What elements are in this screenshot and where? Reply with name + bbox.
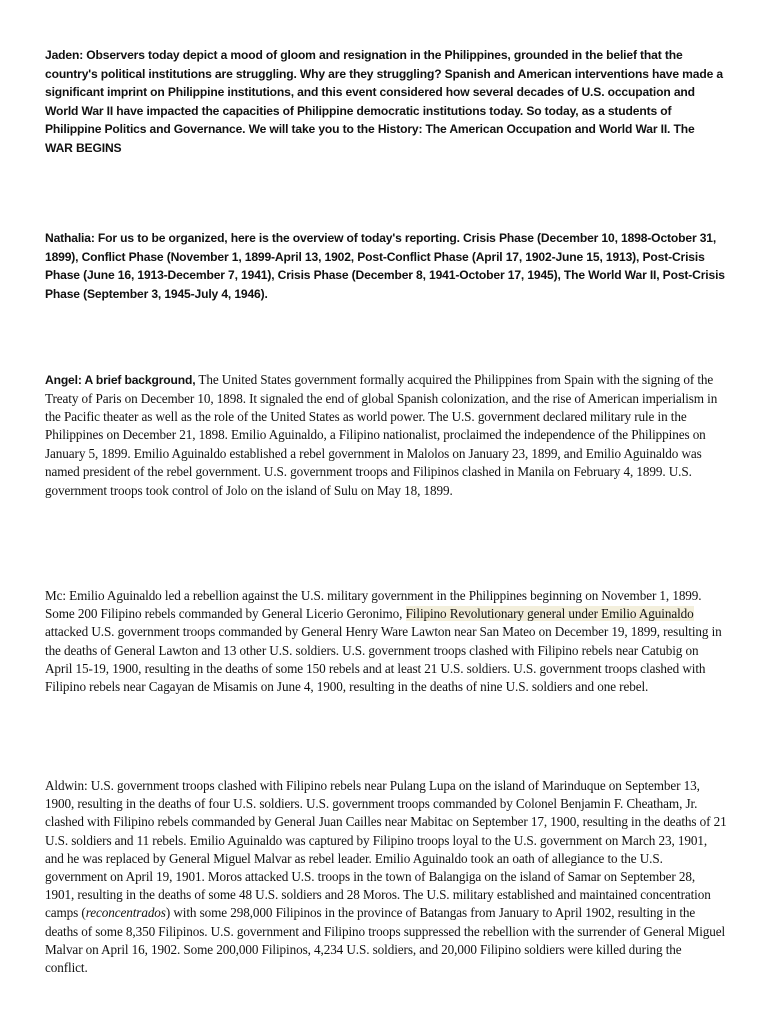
highlighted-text: Filipino Revolutionary general under Emilio Aguinaldo: [405, 606, 694, 622]
paragraph-angel: [45, 371, 725, 500]
italic-term: reconcentrados: [85, 905, 166, 921]
paragraph-angel-text: The United States government formally acquired the Philippines from Spain with the signing of the Treaty of Paris on December 10, 1898. It signaled the end of global Spanish colonization, and the rise of American imperialism in the Pacific theater as well as the role of the United States as world power. The U.S. government declared military rule in the Philippines on December 21, 1898. Emilio Aguinaldo, a Filipino nationalist, proclaimed the independence of the Philippines on January 5, 1899. Emilio Aguinaldo established a rebel government in Malolos on January 23, 1899, and Emilio Aguinaldo was named president of the rebel government. U.S. government troops and Filipinos clashed in Manila on February 4, 1899. U.S. government troops took control of Jolo on the island of Sulu on May 18, 1899.: [45, 372, 718, 498]
paragraph-aldwin-text-before: Aldwin: U.S. government troops clashed with Filipino rebels near Pulang Lupa on the island of Marinduque on September 13, 1900, resulting in the deaths of four U.S. soldiers. U.S. government troops commanded by Colonel Benjamin F. Cheatham, Jr. clashed with Filipino rebels commanded by General Juan Cailles near Mabitac on September 17, 1900, resulting in the deaths of 21 U.S. soldiers and 11 rebels. Emilio Aguinaldo was captured by Filipino troops loyal to the U.S. government on March 23, 1901, and he was replaced by General Miguel Malvar as rebel leader. Emilio Aguinaldo took an oath of allegiance to the U.S. government on April 19, 1901. Moros attacked U.S. troops in the town of Balangiga on the island of Samar on September 28, 1901, resulting in the deaths of some 48 U.S. soldiers and 28 Moros. The U.S. military established and maintained concentration camps (: [45, 778, 727, 921]
paragraph-aldwin: [45, 777, 727, 977]
paragraph-aldwin-text-after: ) with some 298,000 Filipinos in the province of Batangas from January to April 1902, resulting in the deaths of some 8,350 Filipinos. U.S. government and Filipino troops suppressed the rebellion with the surrender of General Miguel Malvar on April 16, 1902. Some 200,000 Filipinos, 4,234 U.S. soldiers, and 20,000 Filipino soldiers were killed during the conflict.: [45, 905, 726, 976]
paragraph-mc-text-after: attacked U.S. government troops commanded by General Henry Ware Lawton near San Mateo on December 19, 1899, resulting in the deaths of General Lawton and 13 other U.S. soldiers. U.S. government troops clashed with Filipino rebels near Catubig on April 15-19, 1900, resulting in the deaths of some 150 rebels and at least 21 U.S. soldiers. U.S. government troops clashed with Filipino rebels near Cagayan de Misamis on June 4, 1900, resulting in the deaths of nine U.S. soldiers and one rebel.: [45, 624, 722, 695]
paragraph-mc-text-before: Mc: Emilio Aguinaldo led a rebellion against the U.S. military government in the Philippines beginning on November 1, 1899. Some 200 Filipino rebels commanded by General Licerio Geronimo,: [45, 588, 702, 622]
speaker-label-angel: Angel: A brief background,: [45, 373, 196, 387]
paragraph-jaden: Jaden: Observers today depict a mood of gloom and resignation in the Philippines, grounded in the belief that the country's political institutions are struggling. Why are they struggling? Spanish and American interventions have made a significant imprint on Philippine institutions, and this event considered how several decades of U.S. occupation and World War II have impacted the capacities of Philippine democratic institutions today. So today, as a students of Philippine Politics and Governance. We will take you to the History: The American Occupation and World War II. The WAR BEGINS: [45, 48, 723, 155]
paragraph-mc: [45, 587, 725, 696]
paragraph-nathalia: Nathalia: For us to be organized, here is the overview of today's reporting. Crisis Phase (December 10, 1898-October 31, 1899), Conflict Phase (November 1, 1899-April 13, 1902, Post-Conflict Phase (April 17, 1902-June 15, 1913), Post-Crisis Phase (June 16, 1913-December 7, 1941), Crisis Phase (December 8, 1941-October 17, 1945), The World War II, Post-Crisis Phase (September 3, 1945-July 4, 1946).: [45, 231, 725, 301]
